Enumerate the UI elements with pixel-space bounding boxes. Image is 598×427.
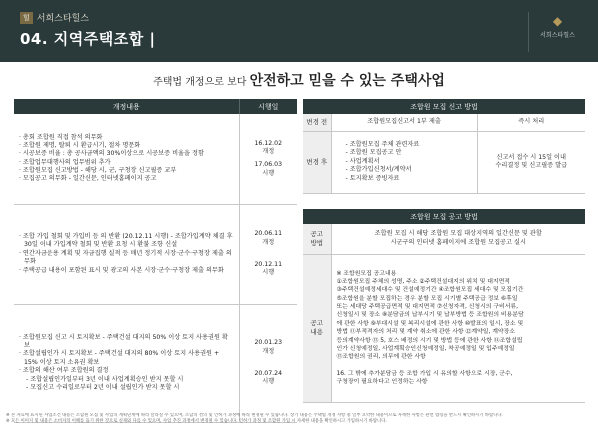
amendment-content [14,114,239,204]
recruitment-notice-table [303,209,585,403]
list-item: · 조합의 해산 여부 조합원의 결정 [19,367,109,375]
method-content: 조합원 모집 시 해당 조합원 모집 대상지역의 일간신문 및 관할 시군구의 인터넷 홈페이지에 조합원 모집공고 실시 [331,224,585,254]
content-label: 공고 내용 [303,254,331,402]
list-item: · 조합 가입 철회 및 가입비 등 의 반환 (20.12.11 시행) - 조합가입계약 체결 후 30일 이내 가입계약 철회 및 반환 요청 시 환불 조항 신설 [19,233,233,249]
section-title: 04. 지역주택조합 | [20,30,156,48]
table-row [14,304,297,422]
list-item: · 조합원모집 신고방법 - 해당 시, 군, 구청장 신고필증 교부 [19,167,177,175]
footnote [6,413,592,424]
list-item: · 총회 조합원 직접 참석 의무화 [19,133,103,141]
report-table-header: 조합원 모집 신고 방법 [303,99,585,114]
list-item: · 주택공급 내용이 포함된 표시 및 광고의 사본 시장·군수·구청장 제출 의무화 [19,266,224,274]
after-content [331,131,477,193]
list-item: · 모집공고 의무화 - 일간신문, 인터넷홈페이지 공고 [19,175,157,183]
footnote-line: ※ 모든 이미지 및 내용은 소비자의 이해를 돕기 위한 것으로 실제와 다를 수 있으며, 사업 추진 과정에서 변경될 수 있습니다. 인허가 과정 및 조합원 가입 시 자세한 내용을 확인하시고 가입하시기 바랍니다. [6,418,387,424]
list-item: - 토지확보 증빙자료 [345,174,400,182]
table-row [14,114,297,204]
amendment-content [14,204,239,304]
list-item: · 연간자금운용 계획 및 자금집행 실적 등 매년 정기적 시장·군수·구청장 제출 의무화 [19,249,232,266]
col-header-content: 개정내용 [14,99,239,114]
col-header-date: 시행일 [239,99,297,114]
brand-row [20,11,89,24]
brand-logo [528,12,586,52]
list-item: - 사업계획서 [345,157,380,165]
table-row [303,254,585,402]
list-item: · 조합설립인가 시 토지확보 - 주택건설 대지의 80% 이상 토지 사용권원 + 15% 이상 토지 소유권 확보 [19,350,220,366]
list-item: - 조합원모집 주체 관련자료 [345,141,420,149]
headline-lead: 주택법 개정으로 보다 [153,77,250,88]
amendment-date: 20.06.11 개정 20.12.11 시행 [239,204,297,304]
table-row [14,204,297,304]
method-label: 공고 방법 [303,224,331,254]
recruitment-report-table [303,99,585,194]
list-item: - 조합원 모집공고 안 [345,149,402,157]
list-item: · 조합업무대행사의 업무범위 추가 [19,158,111,166]
list-item: · 조합원 제명, 탈퇴 시 환급시기, 절차 명문화 [19,142,141,150]
headline-emphasis: 안전하고 믿을 수 있는 주택사업 [249,73,445,89]
logo-name: 서희스타힐스 [540,32,575,39]
amendment-content [14,304,239,422]
list-item: · 시공보증 비율 : 총 공사금액의 30%이상으로 시공보증 비율을 정함 [19,150,204,158]
notice-table-header: 조합원 모집 공고 방법 [303,209,585,224]
before-result: 즉시 처리 [477,114,585,131]
notice-content: ※ 조합원모집 공고내용 ①조합원모집 주체의 성명, 주소 ②주택건설대지의 위치 및 대지면적 ③주택건설예정세대수 및 건설예정기간 ④조합원모집 세대수 및 모집기간 ⑤조합원을 분할 모집하는 경우 분할 모집 시기별 주택공급 정보 ⑥후일 또는 세대당 주택공급면적 및 대지면적 ⑦신청자격, 신청시의 구비서류, 신청일시 및 장소 ⑧분담금의 납부시기 및 납부방법 등 조합원의 비용분담 에 관한 사항 ⑨부대시설 및 복리시설에 관한 사항 ⑩발표의 일시, 장소 및 방법 ⑪부적격자의 처리 및 계약 취소에 관한 사항 ⑫계약일, 계약장소 등의계약사항 ⑬ 5, 호스 배정의 시기 및 방법 등에 관한 사항 ⑭조합설립 인가 신청예정일, 사업계획승인신청예정일, 착공예정일 및 입주예정일 ⑮조합원의 권리, 의무에 관한 사항 16. 그 밖에 추가분담금 등 조합 가입 시 유의할 사항으로 시장, 군수, 구청장이 필요하다고 인정하는 사항 [331,254,585,402]
page-header [0,0,598,62]
list-item: · 조합원모집 신고 시 토지확보 - 주택건설 대지의 50% 이상 토지 사용권원 확보 [19,333,228,350]
logo-diamond-icon: ◆ [552,14,563,28]
amendment-date: 20.01.23 개정 20.07.24 시행 [239,304,297,422]
list-subitem: - 조합설립인가일부터 3년 이내 사업계획승인 받지 못할 시 [26,375,184,383]
table-row [303,131,585,193]
list-item: - 조합가입신청서/계약서 [345,166,412,174]
brand-name: 서희스타힐스 [36,14,89,24]
table-row [303,114,585,131]
list-subitem: - 모집신고 수리일로부터 2년 이내 설립인가 받지 못할 시 [26,383,180,391]
after-label: 변경 후 [303,131,331,193]
table-row [303,224,585,254]
brand-badge: 힐 [20,12,33,24]
amendment-date: 16.12.02 개정 17.06.03 시행 [239,114,297,204]
before-label: 변경 전 [303,114,331,131]
page-headline [0,70,598,90]
footnote-line: ※ 본 자료에 표시된 사업조건 내용은 조합원 모집 및 사업의 계획단계에 따라 달라질 수 있으며, 조합의 결의 및 인허가 과정에 따라 변경될 수 있습니다. 상기 내용은 주택법 개정 사항 중 일부 요약한 내용이므로 자세한 사항은 관련 법령을 반드시 확인하시기 바랍니다. [6,413,503,418]
before-content: 조합원모집신고서 1부 제출 [331,114,477,131]
after-result: 신고서 접수 시 15일 이내 수리결정 및 신고필증 발급 [477,131,585,193]
amendment-table [14,99,297,423]
